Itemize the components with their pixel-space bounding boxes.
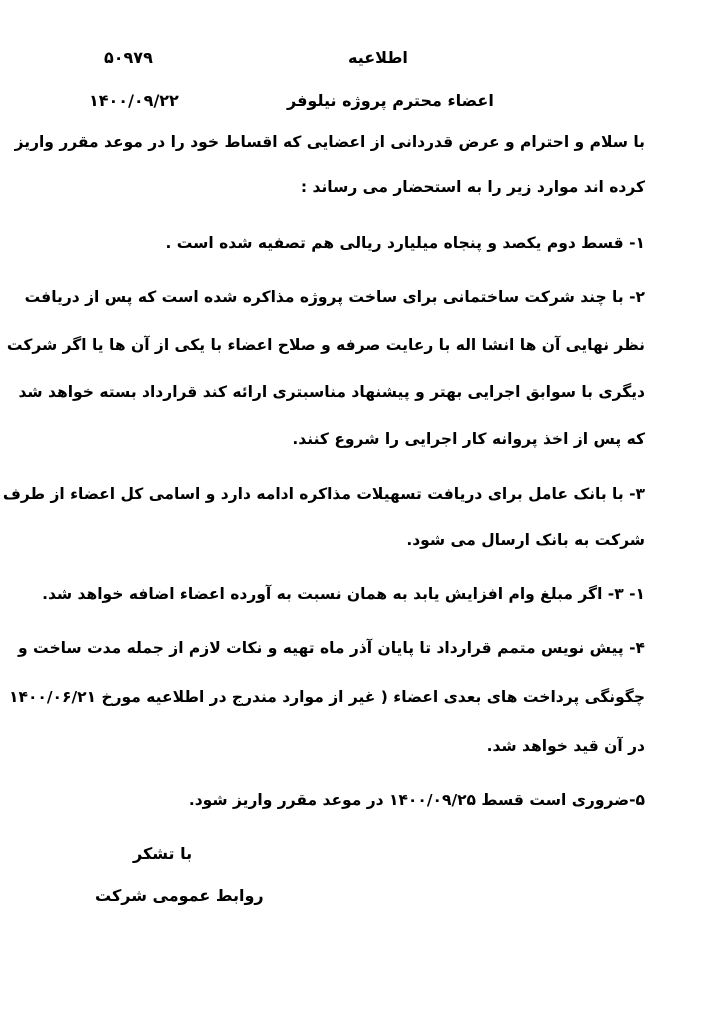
recipient-line: اعضاء محترم پروژه نیلوفر [287, 91, 494, 110]
item-3-1: ۱- ۳- اگر مبلغ وام افزایش یابد به همان نسبت به آورده اعضاء اضافه خواهد شد. [42, 585, 645, 603]
notice-title: اطلاعیه [348, 48, 408, 67]
notice-date: ۱۴۰۰/۰۹/۲۲ [89, 91, 179, 110]
intro-line-1: با سلام و احترام و عرض قدردانی از اعضایی که اقساط خود را در موعد مقرر واریز [14, 133, 645, 151]
item-2-line-4: که پس از اخذ پروانه کار اجرایی را شروع کنند. [292, 430, 645, 448]
document-number: ۵۰۹۷۹ [104, 48, 153, 67]
intro-line-2: کرده اند موارد زیر را به استحضار می رساند : [300, 178, 645, 196]
item-2-line-1: ۲- با چند شرکت ساختمانی برای ساخت پروژه مذاکره شده است که پس از دریافت [24, 288, 645, 306]
item-3-line-2: شرکت به بانک ارسال می شود. [406, 531, 645, 549]
item-3-line-1: ۳- با بانک عامل برای دریافت تسهیلات مذاکره ادامه دارد و اسامی کل اعضاء از طرف [2, 485, 645, 503]
item-1: ۱- قسط دوم یکصد و پنجاه میلیارد ریالی هم تصفیه شده است . [165, 234, 645, 252]
item-4-line-2: چگونگی پرداخت های بعدی اعضاء ( غیر از موارد مندرج در اطلاعیه مورخ ۱۴۰۰/۰۶/۲۱ [9, 688, 645, 706]
signature-department: روابط عمومی شرکت [95, 886, 264, 905]
item-2-line-2: نظر نهایی آن ها انشا اله با رعایت صرفه و صلاح اعضاء با یکی از آن ها یا اگر شرکت [6, 336, 645, 354]
item-5: ۵-ضروری است قسط ۱۴۰۰/۰۹/۲۵ در موعد مقرر واریز شود. [188, 791, 645, 809]
item-4-line-1: ۴- پیش نویس متمم قرارداد تا پایان آذر ماه تهیه و نکات لازم از جمله مدت ساخت و [18, 639, 645, 657]
item-4-line-3: در آن قید خواهد شد. [486, 737, 645, 755]
item-2-line-3: دیگری با سوابق اجرایی بهتر و پیشنهاد مناسبتری ارائه کند قرارداد بسته خواهد شد [18, 383, 645, 401]
closing-thanks: با تشکر [133, 844, 193, 863]
